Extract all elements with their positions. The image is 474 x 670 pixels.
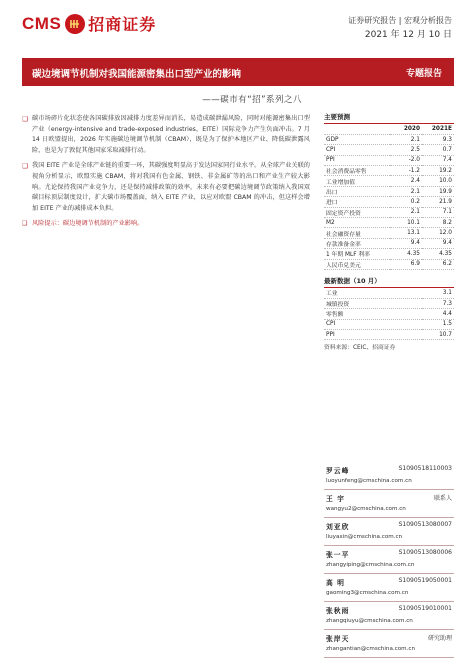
cell-value: 7.3	[422, 298, 454, 308]
cell-value: 2.1	[390, 207, 422, 217]
report-title: 碳边境调节机制对我国能源密集出口型产业的影响	[32, 69, 242, 80]
cell-value: 6.9	[390, 259, 422, 269]
analyst-name: 张一平	[326, 551, 350, 559]
analyst-role: 联系人	[433, 495, 452, 502]
data-source-note: 资料来源：CEIC、招商证券	[324, 345, 396, 352]
row-label: PPI	[324, 155, 390, 165]
table-row	[324, 238, 454, 248]
cell-value: 2.1	[390, 186, 422, 196]
report-type: 证券研究报告 | 宏观分析报告	[348, 16, 452, 25]
table-row	[324, 288, 454, 298]
table-row	[324, 155, 454, 165]
analyst-email[interactable]: zhangantian@cmschina.com.cn	[326, 646, 416, 652]
row-label: CPI	[324, 145, 390, 155]
table-row	[324, 259, 454, 269]
analyst-name: 罗云峰	[326, 467, 350, 475]
paragraph-text: 我国 EITE 产业是全球产业链的重要一环，其碳强度明显高于发达国家同行业水平。从全球产业关联的视角分析显示，欧盟实施 CBAM，将对我国有色金属、钢铁、非金属矿等的出口和产业生产较大影响。尤论保持我国产业竞争力，还是保持减排政策的效率，未来有必要把碳边境调节政策纳入我国双碳目标顶层制度设计，扩大碳市场覆盖面，纳入 EITE 产业，以应对欧盟 CBAM 的冲击，但这样会增加 EITE 产业的减排成本负担。	[32, 162, 310, 212]
row-label: 工业	[324, 288, 422, 298]
analyst-id: S1090513080006	[398, 549, 452, 556]
report-date: 2021 年 12 月 10 日	[364, 30, 452, 40]
paragraph-text: 碳市场碎片化状态使各国碳排放因减排力度差异而消长，易造成碳泄漏风险，同时对能源密集出口型产业（energy-intensive and trade-exposed industries，EITE）国际竞争力产生负面冲击。7 月 14 日欧盟提出，2026 年实施碳边境调节机制（CBAM），既是为了保护本地区产业、降低碳泄露风险，也是为了敦促其他国家采取减排行动。	[32, 115, 310, 154]
table-row	[324, 228, 454, 238]
cell-value: 9.3	[422, 134, 454, 144]
cell-value: 9.4	[390, 238, 422, 248]
cell-value: 8.2	[422, 218, 454, 228]
cell-value: 10.0	[422, 176, 454, 186]
analyst-name: 张秋雨	[326, 607, 350, 615]
cell-value: 19.2	[422, 166, 454, 176]
row-label: GDP	[324, 134, 390, 144]
analyst-entry	[324, 630, 454, 658]
table-row	[324, 134, 454, 144]
analyst-entry	[324, 462, 454, 490]
table-row	[324, 218, 454, 228]
analyst-email[interactable]: gaoming3@cmschina.com.cn	[326, 590, 409, 596]
cell-value: 4.35	[422, 249, 454, 259]
table-row	[324, 197, 454, 207]
row-label: PPI	[324, 330, 422, 340]
report-meta	[348, 13, 452, 43]
analyst-name: 张岸天	[326, 635, 350, 643]
latest-data-title: 最新数据（10 月）	[324, 276, 454, 288]
page-header	[0, 0, 474, 48]
analyst-email[interactable]: wangyu2@cmschina.com.cn	[326, 506, 406, 512]
analyst-id: S1090519050001	[398, 577, 452, 584]
cell-value: 21.9	[422, 197, 454, 207]
table-row	[324, 330, 454, 340]
row-label: 人民币兑美元	[324, 259, 390, 269]
analyst-email[interactable]: liuyaxin@cmschina.com.cn	[326, 534, 403, 540]
analyst-id: S1090519010001	[398, 605, 452, 612]
risk-text: 风险提示：碳边境调节机制的产业影响。	[32, 220, 144, 228]
analyst-entry	[324, 574, 454, 602]
column-header: 2021E	[422, 124, 454, 134]
cell-value: 7.1	[422, 207, 454, 217]
cell-value: 10.7	[422, 330, 454, 340]
cell-value: 10.1	[390, 218, 422, 228]
analyst-entry	[324, 546, 454, 574]
analyst-email[interactable]: zhangqiuyu@cmschina.com.cn	[326, 618, 413, 624]
cell-value: 2.5	[390, 145, 422, 155]
cell-value: 6.2	[422, 259, 454, 269]
summary-paragraph	[22, 161, 310, 214]
analyst-name: 高 明	[326, 579, 345, 587]
analyst-id: S1090518110003	[398, 465, 452, 472]
row-label: 1 年期 MLF 利率	[324, 249, 390, 259]
analyst-name: 刘亚欣	[326, 523, 350, 531]
row-label: CPI	[324, 319, 422, 329]
row-label: 工业增加值	[324, 176, 390, 186]
table-row	[324, 176, 454, 186]
table-row	[324, 207, 454, 217]
risk-warning	[22, 219, 310, 230]
cell-value: 0.2	[390, 197, 422, 207]
table-row	[324, 166, 454, 176]
cell-value: 0.7	[422, 145, 454, 155]
cell-value: 2.4	[390, 176, 422, 186]
forecast-table	[324, 124, 454, 270]
analyst-entry	[324, 490, 454, 518]
table-row	[324, 186, 454, 196]
data-sidebar	[324, 112, 454, 351]
cell-value: 4.4	[422, 309, 454, 319]
cell-value: 4.35	[390, 249, 422, 259]
table-row	[324, 298, 454, 308]
report-tag: 专题报告	[405, 69, 442, 79]
logo-chinese-text: 招商证券	[88, 15, 157, 34]
row-label: 零售额	[324, 309, 422, 319]
analyst-entry	[324, 602, 454, 630]
bullet-square-icon: ❑	[22, 115, 28, 123]
summary-paragraph	[22, 114, 310, 156]
series-subtitle: ——碳市有“招”系列之八	[202, 95, 302, 105]
latest-data-table	[324, 288, 454, 340]
cell-value: 1.5	[422, 319, 454, 329]
row-label: 固定资产投资	[324, 207, 390, 217]
table-row	[324, 319, 454, 329]
analyst-id: S1090513080007	[398, 521, 452, 528]
row-label: 出口	[324, 186, 390, 196]
cell-value: 13.1	[390, 228, 422, 238]
table-header-row	[324, 124, 454, 134]
cell-value: 19.9	[422, 186, 454, 196]
row-label: 社会消费品零售	[324, 166, 390, 176]
table-row	[324, 309, 454, 319]
column-header: 2020	[390, 124, 422, 134]
row-label: 进口	[324, 197, 390, 207]
table-row	[324, 249, 454, 259]
table-row	[324, 145, 454, 155]
analyst-role: 研究助理	[427, 635, 452, 642]
cell-value: 2.1	[390, 134, 422, 144]
cell-value: 9.4	[422, 238, 454, 248]
row-label: 存款准备金率	[324, 238, 390, 248]
cell-value: 7.4	[422, 155, 454, 165]
logo-badge-icon	[65, 14, 85, 34]
analyst-name: 王 宇	[326, 495, 345, 503]
row-label: 城镇投资	[324, 298, 422, 308]
main-body	[22, 114, 310, 230]
cell-value: -1.2	[390, 166, 422, 176]
analyst-email[interactable]: zhangyiping@cmschina.com.cn	[326, 562, 415, 568]
row-label: 社会融资存量	[324, 228, 390, 238]
analyst-entry	[324, 518, 454, 546]
cell-value: 12.0	[422, 228, 454, 238]
analyst-list	[324, 462, 454, 658]
cell-value: 3.1	[422, 288, 454, 298]
bullet-square-icon: ❑	[22, 220, 28, 228]
analyst-email[interactable]: luoyunfeng@cmschina.com.cn	[326, 478, 412, 484]
forecast-title: 主要预测	[324, 112, 454, 124]
cell-value: -2.0	[390, 155, 422, 165]
logo-text: CMS	[22, 13, 62, 33]
row-label: M2	[324, 218, 390, 228]
title-band	[22, 58, 454, 86]
column-header	[324, 124, 390, 134]
company-logo	[22, 12, 156, 35]
bullet-square-icon: ❑	[22, 162, 28, 171]
